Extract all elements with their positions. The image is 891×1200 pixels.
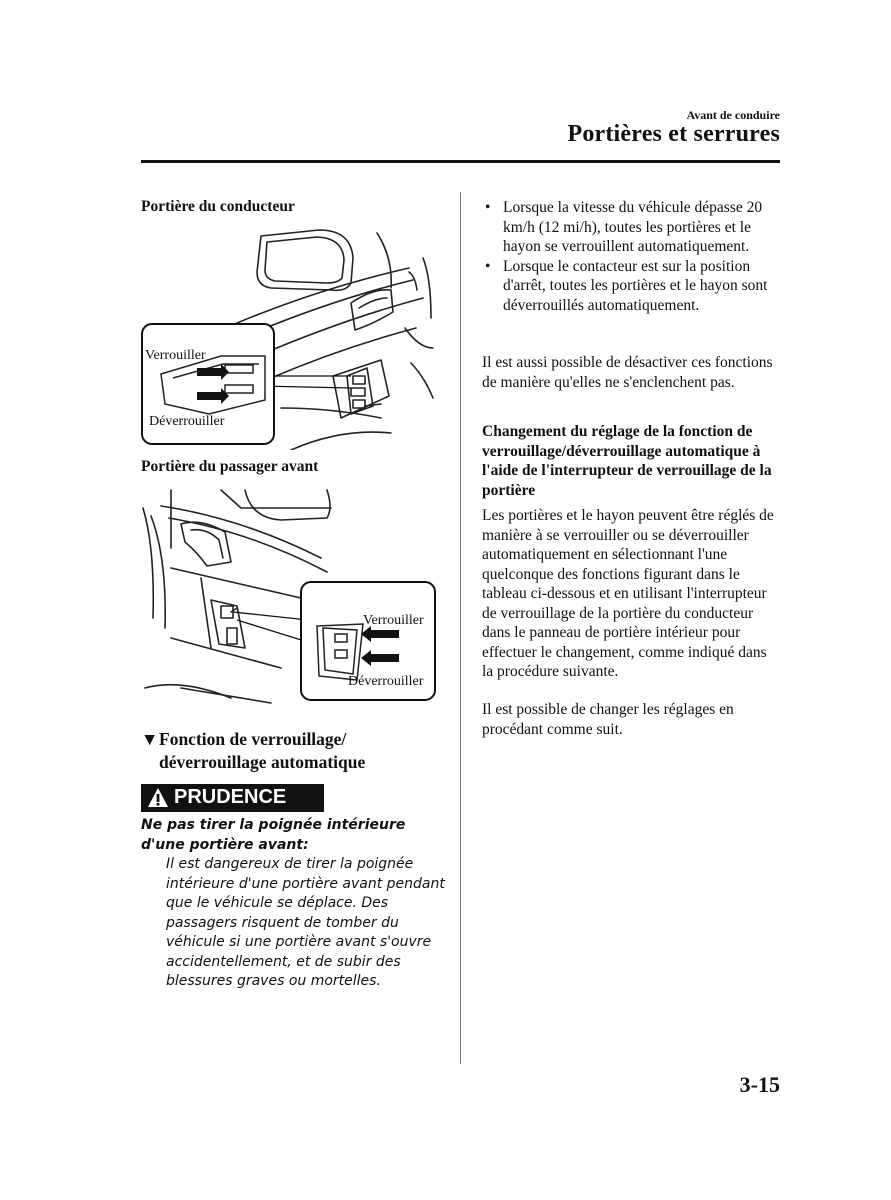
page-title: Portières et serrures	[567, 121, 780, 147]
driver-lock-label: Verrouiller	[145, 348, 206, 363]
bullet-icon: •	[485, 199, 491, 216]
driver-door-illustration	[141, 228, 437, 450]
section-heading-line2: déverrouillage automatique	[159, 752, 366, 772]
bullet-icon: •	[485, 257, 491, 275]
driver-door-heading: Portière du conducteur	[141, 198, 295, 215]
passenger-unlock-label: Déverrouiller	[348, 674, 424, 689]
passenger-door-illustration	[141, 488, 437, 710]
list-item	[482, 257, 782, 316]
list-item	[482, 198, 782, 257]
warning-body: Il est dangereux de tirer la poignée intérieure d'une portière avant pendant que le véhicule se déplace. Des passagers risquent de tomber du véhicule si une portière avant s'ouvre accidentellement, et de subir des blessures graves ou mortelles.	[166, 856, 445, 989]
bullet-list	[482, 198, 782, 315]
caution-label: PRUDENCE	[174, 786, 287, 808]
passenger-door-heading: Portière du passager avant	[141, 458, 319, 475]
bullet-text: Lorsque le contacteur est sur la position d'arrêt, toutes les portières et le hayon sont déverrouillés automatiquement.	[503, 257, 768, 314]
triangle-down-icon: ▼	[141, 729, 159, 749]
warning-heading: Ne pas tirer la poignée intérieure d'une portière avant:	[141, 817, 406, 853]
section-heading-line1: Fonction de verrouillage/	[159, 729, 347, 749]
bullet-text: Lorsque la vitesse du véhicule dépasse 20 km/h (12 mi/h), toutes les portières et le hayon se verrouillent automatiquement.	[503, 199, 763, 255]
section-label: Avant de conduire	[686, 108, 780, 122]
passenger-lock-label: Verrouiller	[363, 613, 424, 628]
subheading-change-setting: Changement du réglage de la fonction de verrouillage/déverrouillage automatique à l'aide de l'interrupteur de verrouillage de la portière	[482, 423, 772, 499]
paragraph-disable: Il est aussi possible de désactiver ces fonctions de manière qu'elles ne s'enclenchent pas.	[482, 354, 773, 391]
column-divider	[460, 192, 461, 1064]
warning-triangle-icon	[147, 787, 169, 808]
page-number: 3-15	[739, 1072, 780, 1097]
paragraph-change: Il est possible de changer les réglages en procédant comme suit.	[482, 701, 734, 738]
driver-unlock-label: Déverrouiller	[149, 414, 225, 429]
header-rule	[141, 160, 780, 163]
section-heading	[141, 728, 365, 774]
paragraph-procedure: Les portières et le hayon peuvent être réglés de manière à se verrouiller ou se déverrouiller automatiquement en sélectionnant l'une quelconque des fonctions figurant dans le tableau ci-dessous et en utilisant l'interrupteur de verrouillage de la portière du conducteur dans le panneau de portière intérieur pour effectuer le changement, comme indiqué dans la procédure suivante.	[482, 507, 774, 680]
caution-banner	[141, 784, 324, 812]
